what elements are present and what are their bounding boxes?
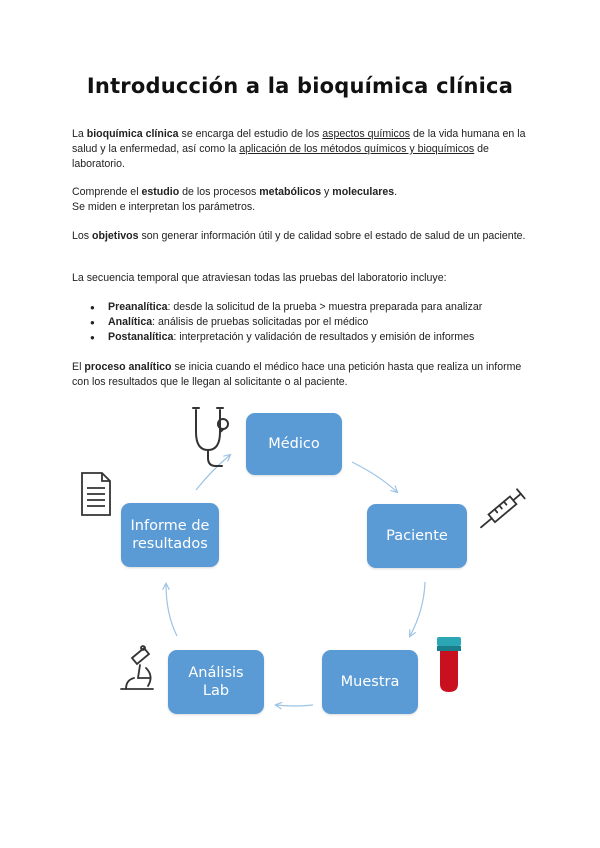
- paragraph-scope: Comprende el estudio de los procesos metabólicos y moleculares. Se miden e interpretan los parámetros.: [72, 186, 398, 213]
- paragraph-analytic-process: El proceso analítico se inicia cuando el médico hace una petición hasta que realiza un informe con los resultados que le llegan al solicitante o al paciente.: [72, 361, 522, 388]
- node-paciente: Paciente: [367, 504, 467, 568]
- syringe-icon: [477, 489, 525, 532]
- document-icon: [82, 473, 110, 515]
- page-title: Introducción a la bioquímica clínica: [86, 74, 514, 98]
- paragraph-definition: La bioquímica clínica se encarga del estudio de los aspectos químicos de la vida humana en la salud y la enfermedad, así como la aplicación de los métodos químicos y bioquímicos de laboratorio.: [72, 128, 526, 170]
- node-informe-resultados: Informe de resultados: [121, 503, 219, 567]
- arrow-muestra-analisis: [276, 705, 313, 706]
- node-medico: Médico: [246, 413, 342, 475]
- test-tube-icon: [437, 637, 461, 692]
- paragraph-sequence: La secuencia temporal que atraviesan todas las pruebas del laboratorio incluye:: [72, 272, 447, 284]
- microscope-icon: [121, 646, 153, 689]
- list-item: ● Postanalítica: interpretación y validación de resultados y emisión de informes: [90, 330, 530, 345]
- node-muestra: Muestra: [322, 650, 418, 714]
- node-analisis-lab: Análisis Lab: [168, 650, 264, 714]
- list-item: ● Preanalítica: desde la solicitud de la prueba > muestra preparada para analizar: [90, 300, 530, 315]
- arrow-paciente-muestra: [410, 582, 425, 636]
- arrow-analisis-informe: [166, 584, 177, 636]
- list-item: ● Analítica: análisis de pruebas solicitadas por el médico: [90, 315, 530, 330]
- arrow-informe-medico: [196, 455, 230, 490]
- arrow-medico-paciente: [352, 462, 397, 492]
- paragraph-objectives: Los objetivos son generar información útil y de calidad sobre el estado de salud de un paciente.: [72, 230, 526, 242]
- term-bioquimica-clinica: bioquímica clínica: [86, 128, 179, 140]
- stethoscope-icon: [193, 408, 228, 466]
